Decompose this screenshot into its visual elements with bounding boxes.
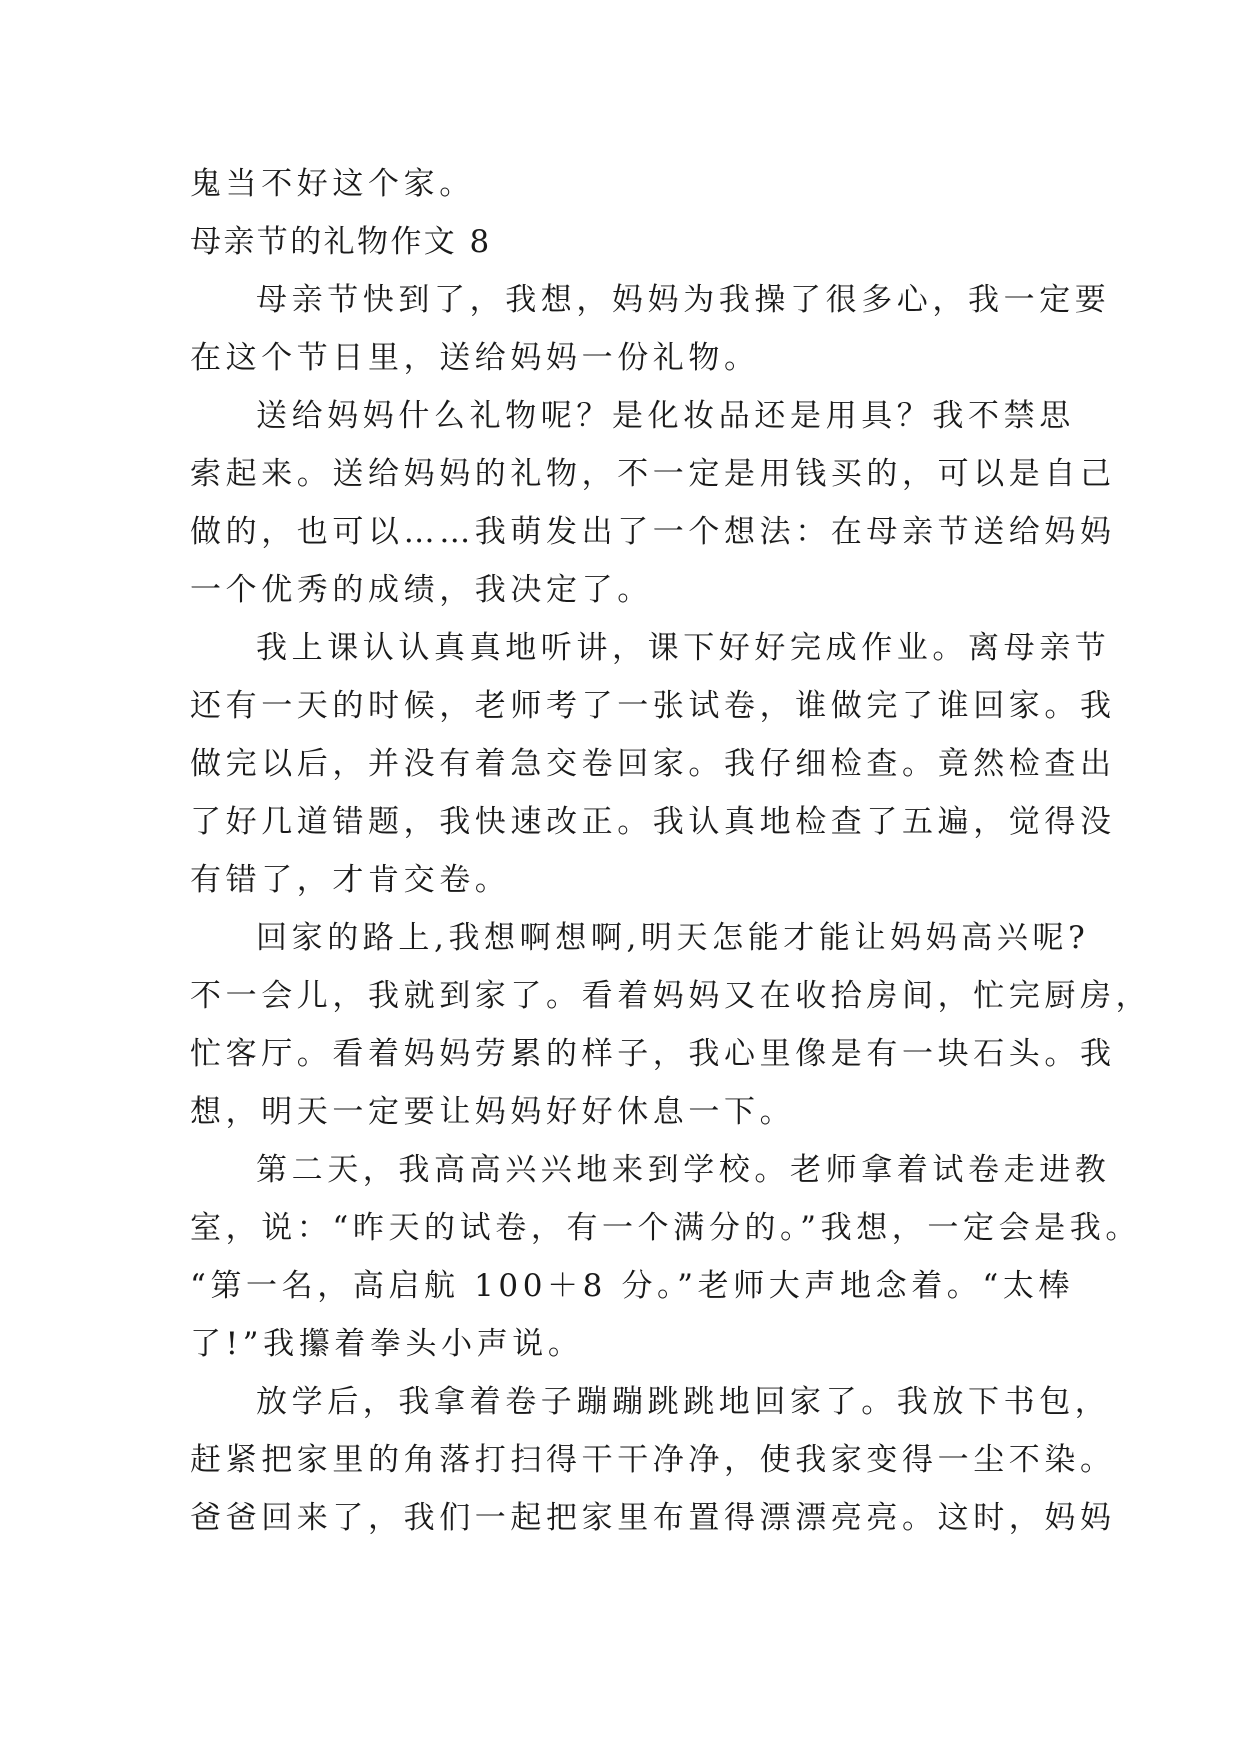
paragraph-1-line-2: 在这个节日里，送给妈妈一份礼物。 (190, 340, 760, 376)
document-page (190, 155, 1152, 1547)
paragraph-2-line-4: 一个优秀的成绩，我决定了。 (190, 572, 653, 608)
paragraph-3-line-3: 做完以后，并没有着急交卷回家。我仔细检查。竟然检查出 (190, 746, 1116, 782)
paragraph-4-line-3: 忙客厅。看着妈妈劳累的样子，我心里像是有一块石头。我 (190, 1036, 1116, 1072)
paragraph-2-line-3: 做的，也可以……我萌发出了一个想法：在母亲节送给妈妈 (190, 514, 1116, 550)
paragraph-4-line-2: 不一会儿，我就到家了。看着妈妈又在收拾房间，忙完厨房， (190, 978, 1152, 1014)
paragraph-2-line-1: 送给妈妈什么礼物呢？是化妆品还是用具？我不禁思 (256, 398, 1075, 434)
paragraph-5-line-4: 了!”我攥着拳头小声说。 (190, 1326, 584, 1362)
paragraph-3-line-5: 有错了，才肯交卷。 (190, 862, 511, 898)
paragraph-4-line-1: 回家的路上,我想啊想啊,明天怎能才能让妈妈高兴呢? (256, 920, 1090, 956)
paragraph-5-line-3: “第一名，高启航 100＋8 分。”老师大声地念着。“太棒 (190, 1268, 1075, 1304)
paragraph-2-line-2: 索起来。送给妈妈的礼物，不一定是用钱买的，可以是自己 (190, 456, 1116, 492)
paragraph-4-line-4: 想，明天一定要让妈妈好好休息一下。 (190, 1094, 796, 1130)
text-line: 鬼当不好这个家。 (190, 166, 475, 202)
paragraph-3-line-4: 了好几道错题，我快速改正。我认真地检查了五遍，觉得没 (190, 804, 1116, 840)
essay-title: 母亲节的礼物作文 8 (190, 224, 492, 260)
paragraph-5-line-2: 室，说：“昨天的试卷，有一个满分的。”我想，一定会是我。 (190, 1210, 1141, 1246)
paragraph-1-line-1: 母亲节快到了，我想，妈妈为我操了很多心，我一定要 (256, 282, 1111, 318)
paragraph-3-line-2: 还有一天的时候，老师考了一张试卷，谁做完了谁回家。我 (190, 688, 1116, 724)
paragraph-6-line-2: 赶紧把家里的角落打扫得干干净净，使我家变得一尘不染。 (190, 1442, 1116, 1478)
paragraph-6-line-3: 爸爸回来了，我们一起把家里布置得漂漂亮亮。这时，妈妈 (190, 1500, 1116, 1536)
paragraph-6-line-1: 放学后，我拿着卷子蹦蹦跳跳地回家了。我放下书包， (256, 1384, 1111, 1420)
paragraph-3-line-1: 我上课认认真真地听讲，课下好好完成作业。离母亲节 (256, 630, 1111, 666)
paragraph-5-line-1: 第二天，我高高兴兴地来到学校。老师拿着试卷走进教 (256, 1152, 1111, 1188)
